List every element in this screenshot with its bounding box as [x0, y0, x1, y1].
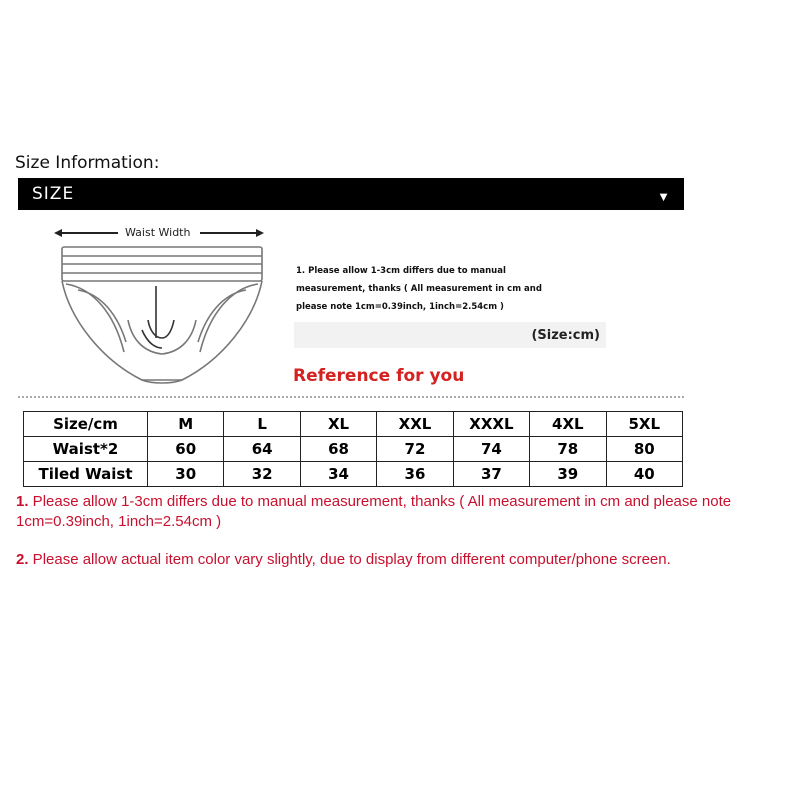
table-cell: Tiled Waist [24, 462, 148, 487]
footnote-1 [16, 492, 796, 532]
size-table [23, 411, 683, 487]
waist-width-label: Waist Width [125, 226, 191, 239]
table-cell: XL [300, 412, 376, 437]
table-row [24, 437, 683, 462]
note-line-2: measurement, thanks ( All measurement in cm and [296, 284, 542, 294]
table-row [24, 462, 683, 487]
note-line-3: please note 1cm=0.39inch, 1inch=2.54cm ) [296, 302, 504, 312]
table-cell: 72 [377, 437, 453, 462]
table-cell: 34 [300, 462, 376, 487]
table-cell: 40 [606, 462, 682, 487]
footnote-number: 2. [16, 551, 29, 568]
table-cell: 37 [453, 462, 529, 487]
size-dropdown-bar[interactable] [18, 178, 684, 210]
table-cell: 32 [224, 462, 300, 487]
table-cell: 5XL [606, 412, 682, 437]
briefs-diagram [52, 220, 276, 392]
table-cell: 39 [530, 462, 606, 487]
table-cell: 4XL [530, 412, 606, 437]
size-information-heading: Size Information: [15, 153, 160, 173]
table-cell: Size/cm [24, 412, 148, 437]
table-cell: XXXL [453, 412, 529, 437]
table-cell: 80 [606, 437, 682, 462]
size-bar-label: SIZE [32, 184, 75, 204]
footnote-2 [16, 550, 796, 570]
table-cell: 78 [530, 437, 606, 462]
size-unit-label: (Size:cm) [294, 322, 606, 348]
table-cell: 68 [300, 437, 376, 462]
table-cell: 30 [148, 462, 224, 487]
table-cell: Waist*2 [24, 437, 148, 462]
briefs-outline [62, 247, 262, 383]
chevron-down-icon[interactable]: ▼ [657, 188, 670, 204]
table-header-row [24, 412, 683, 437]
waist-width-arrow [54, 226, 264, 239]
footnote-text: Please allow 1-3cm differs due to manual measurement, thanks ( All measurement in cm and please note 1cm=0.39inch, 1inch=2.54cm ) [16, 493, 732, 530]
reference-title: Reference for you [293, 366, 465, 386]
table-cell: 64 [224, 437, 300, 462]
table-cell: L [224, 412, 300, 437]
dotted-divider [18, 396, 684, 398]
footnote-text: Please allow actual item color vary slightly, due to display from different computer/phone screen. [28, 551, 671, 568]
note-line-1: 1. Please allow 1-3cm differs due to manual [296, 266, 506, 276]
table-cell: 74 [453, 437, 529, 462]
footnote-number: 1. [16, 493, 29, 510]
measurement-note [296, 262, 556, 316]
table-cell: XXL [377, 412, 453, 437]
table-cell: 60 [148, 437, 224, 462]
table-cell: 36 [377, 462, 453, 487]
table-cell: M [148, 412, 224, 437]
